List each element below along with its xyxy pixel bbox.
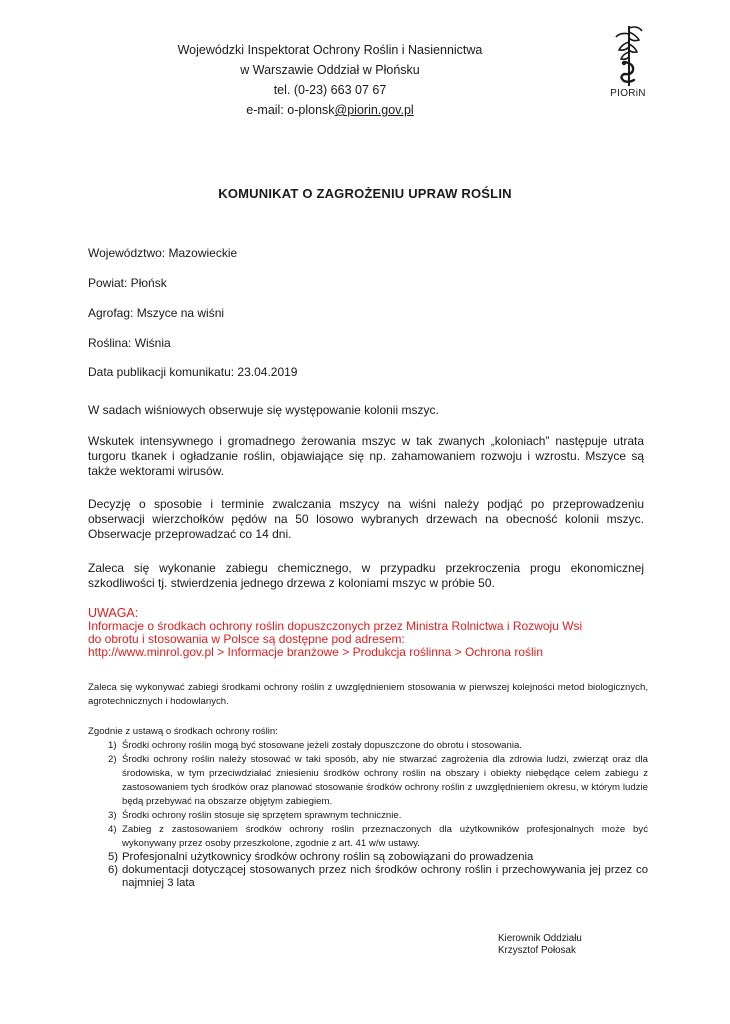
warning-block (88, 607, 648, 659)
paragraph-damage: Wskutek intensywnego i gromadnego żerowania mszyc w tak zwanych „koloniach” następuje utrata turgoru tkanek i ogładzanie roślin, objawiające się np. zahamowaniem rozwoju i wzrostu. Mszyce są także wektorami wirusów. (88, 434, 644, 478)
law-intro: Zgodnie z ustawą o środkach ochrony roślin: (88, 726, 278, 737)
recommendation-text: Zaleca się wykonywać zabiegi środkami ochrony roślin z uwzględnieniem stosowania w pierwszej kolejności metod biologicznych, agrotechnicznych i hodowlanych. (88, 682, 648, 707)
institution-name: Wojewódzki Inspektorat Ochrony Roślin i Nasiennictwa (177, 43, 483, 57)
document-title: KOMUNIKAT O ZAGROŻENIU UPRAW ROŚLIN (218, 186, 512, 201)
law-item-text: Środki ochrony roślin mogą być stosowane jeżeli zostały dopuszczone do obrotu i stosowania. (122, 740, 522, 751)
institution-branch: w Warszawie Oddział w Płońsku (240, 63, 420, 77)
law-item-number: 3) (108, 810, 117, 821)
law-item (88, 809, 648, 823)
signature-role: Kierownik Oddziału (498, 933, 582, 944)
law-item-number: 6) (108, 864, 119, 876)
law-item-text: Środki ochrony roślin stosuje się sprzętem sprawnym technicznie. (122, 810, 402, 821)
law-section (88, 725, 648, 890)
meta-pest: Agrofag: Mszyce na wiśni (88, 306, 225, 320)
law-item-number: 1) (108, 740, 117, 751)
meta-district: Powiat: Płońsk (88, 276, 167, 290)
law-item-text: Zabieg z zastosowaniem środków ochrony roślin przeznaczonych dla użytkowników profesjonalnych może być wykonywany przez osoby przeszkolone, zgodnie z art. 41 w/w ustawy. (122, 824, 648, 849)
institution-phone: tel. (0-23) 663 07 67 (273, 83, 387, 97)
meta-plant: Roślina: Wiśnia (88, 336, 171, 350)
law-item-text: Profesjonalni użytkownicy środków ochrony roślin są zobowiązani do prowadzenia (122, 851, 534, 863)
meta-voivodeship: Województwo: Mazowieckie (88, 246, 238, 260)
piorin-logo (598, 22, 658, 106)
paragraph-decision: Decyzję o sposobie i terminie zwalczania mszycy na wiśni należy podjąć po przeprowadzeniu obserwacji wierzchołków pędów na 50 losowo wybranych drzewach na obecność kolonii mszyc. Obserwacje przeprowadzać co 14 dni. (88, 497, 644, 541)
logo-text: PIORiN (610, 88, 646, 99)
law-list (88, 739, 648, 890)
email-link[interactable]: @piorin.gov.pl (334, 103, 414, 117)
law-item-number: 4) (108, 824, 117, 835)
law-item (88, 823, 648, 851)
warning-title: UWAGA: (88, 606, 139, 620)
institution-header (150, 40, 510, 120)
warning-link[interactable]: http://www.minrol.gov.pl > Informacje branżowe > Produkcja roślinna > Ochrona roślin (88, 645, 543, 659)
law-item (88, 864, 648, 890)
institution-email (150, 100, 510, 120)
law-item-text: dokumentacji dotyczącej stosowanych przez nich środków ochrony roślin i przechowywania jej przez co najmniej 3 lata (122, 864, 648, 889)
signature-block (498, 933, 582, 957)
law-item (88, 851, 648, 864)
meta-publication-date: Data publikacji komunikatu: 23.04.2019 (88, 365, 298, 379)
law-item (88, 753, 648, 809)
law-item-number: 5) (108, 851, 119, 863)
warning-line-2: do obrotu i stosowania w Polsce są dostępne pod adresem: (88, 632, 405, 646)
signature-name: Krzysztof Połosak (498, 945, 576, 956)
warning-line-1: Informacje o środkach ochrony roślin dopuszczonych przez Ministra Rolnictwa i Rozwoju Wsi (88, 619, 583, 633)
email-prefix: e-mail: o-plonsk (246, 103, 335, 117)
paragraph-treatment: Zaleca się wykonanie zabiegu chemicznego, w przypadku przekroczenia progu ekonomicznej szkodliwości tj. stwierdzenia jednego drzewa z koloniami mszyc w próbie 50. (88, 561, 644, 590)
piorin-wheat-snake-logo-icon (598, 22, 658, 88)
law-item-text: Środki ochrony roślin należy stosować w taki sposób, aby nie stwarzać zagrożenia dla zdrowia ludzi, zwierząt oraz dla środowiska, w tym przeciwdziałać zniesieniu środków ochrony roślin na obszary i obiekty niebędące celem zabiegu z zastosowaniem tych środków oraz planować stosowanie środków ochrony roślin z uwzględnieniem okresu, w którym ludzie będą przebywać na obszarze objętym zabiegiem. (122, 754, 648, 807)
law-item (88, 739, 648, 753)
paragraph-observation: W sadach wiśniowych obserwuje się występowanie kolonii mszyc. (88, 403, 439, 417)
law-item-number: 2) (108, 754, 117, 765)
